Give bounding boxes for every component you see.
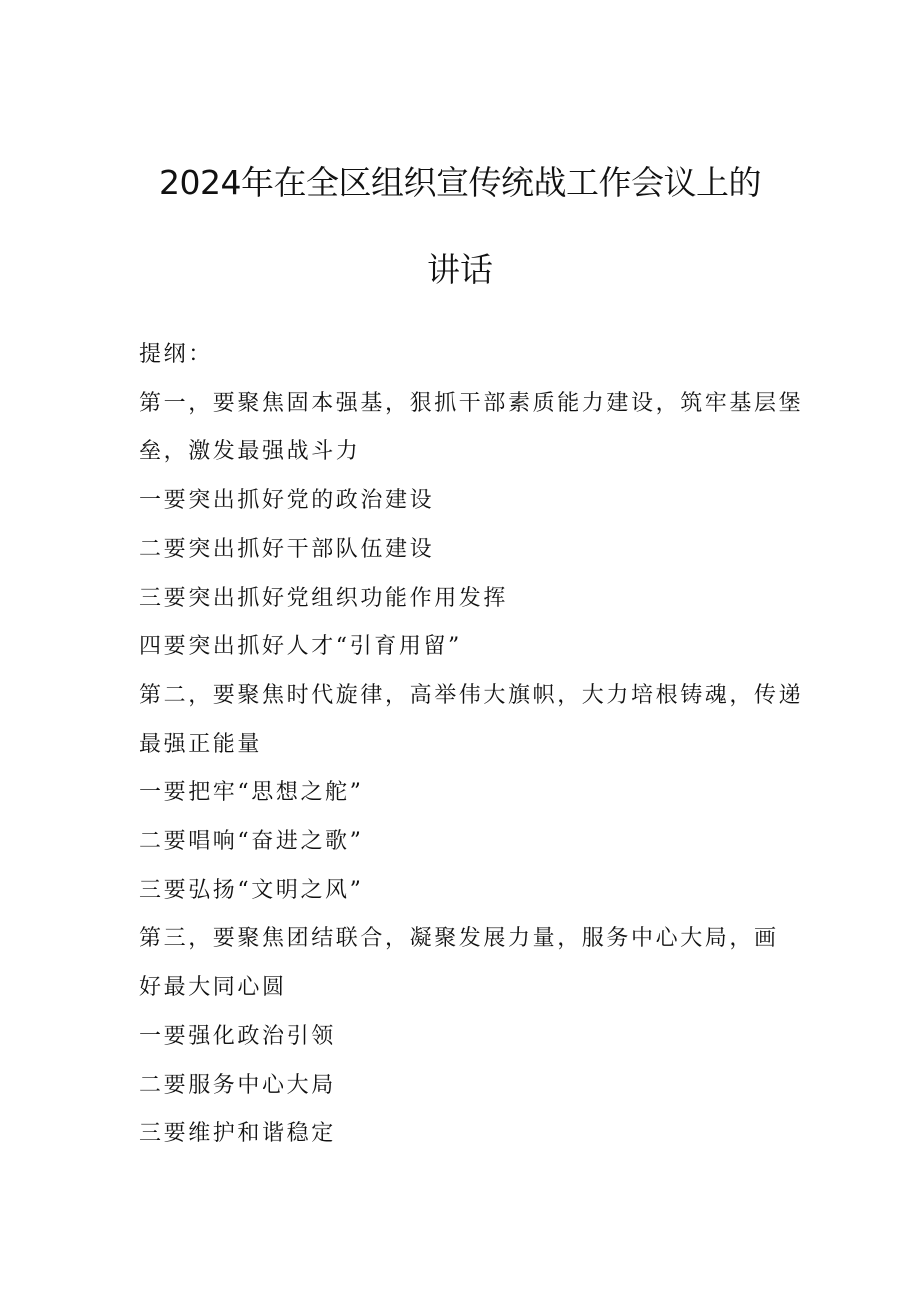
paragraph-line: 三要弘扬“文明之风” — [139, 877, 364, 903]
paragraph-line: 第一，要聚焦固本强基，狠抓干部素质能力建设，筑牢基层堡 — [139, 390, 804, 416]
paragraph-line: 一要突出抓好党的政治建设 — [139, 488, 435, 514]
paragraph-line: 三要维护和谐稳定 — [139, 1121, 336, 1147]
paragraph-line: 好最大同心圆 — [139, 975, 287, 1001]
paragraph-line: 三要突出抓好党组织功能作用发挥 — [139, 585, 509, 611]
document-body — [139, 331, 804, 1159]
paragraph-line: 最强正能量 — [139, 731, 263, 757]
document-title-line-2: 讲话 — [427, 250, 493, 289]
paragraph-line: 第二，要聚焦时代旋律，高举伟大旗帜，大力培根铸魂，传递 — [139, 682, 804, 708]
paragraph-line: 二要唱响“奋进之歌” — [139, 829, 364, 855]
paragraph-line: 二要突出抓好干部队伍建设 — [139, 536, 435, 562]
paragraph-line: 四要突出抓好人才“引育用留” — [139, 634, 462, 660]
paragraph-line: 一要强化政治引领 — [139, 1023, 336, 1049]
paragraph-line: 垒，激发最强战斗力 — [139, 439, 361, 465]
paragraph-line: 一要把牢“思想之舵” — [139, 780, 364, 806]
document-title-line-1: 2024年在全区组织宣传统战工作会议上的 — [159, 163, 761, 202]
paragraph-line: 第三，要聚焦团结联合，凝聚发展力量，服务中心大局，画 — [139, 926, 779, 952]
paragraph-line: 二要服务中心大局 — [139, 1072, 336, 1098]
outline-label: 提纲： — [139, 342, 213, 367]
